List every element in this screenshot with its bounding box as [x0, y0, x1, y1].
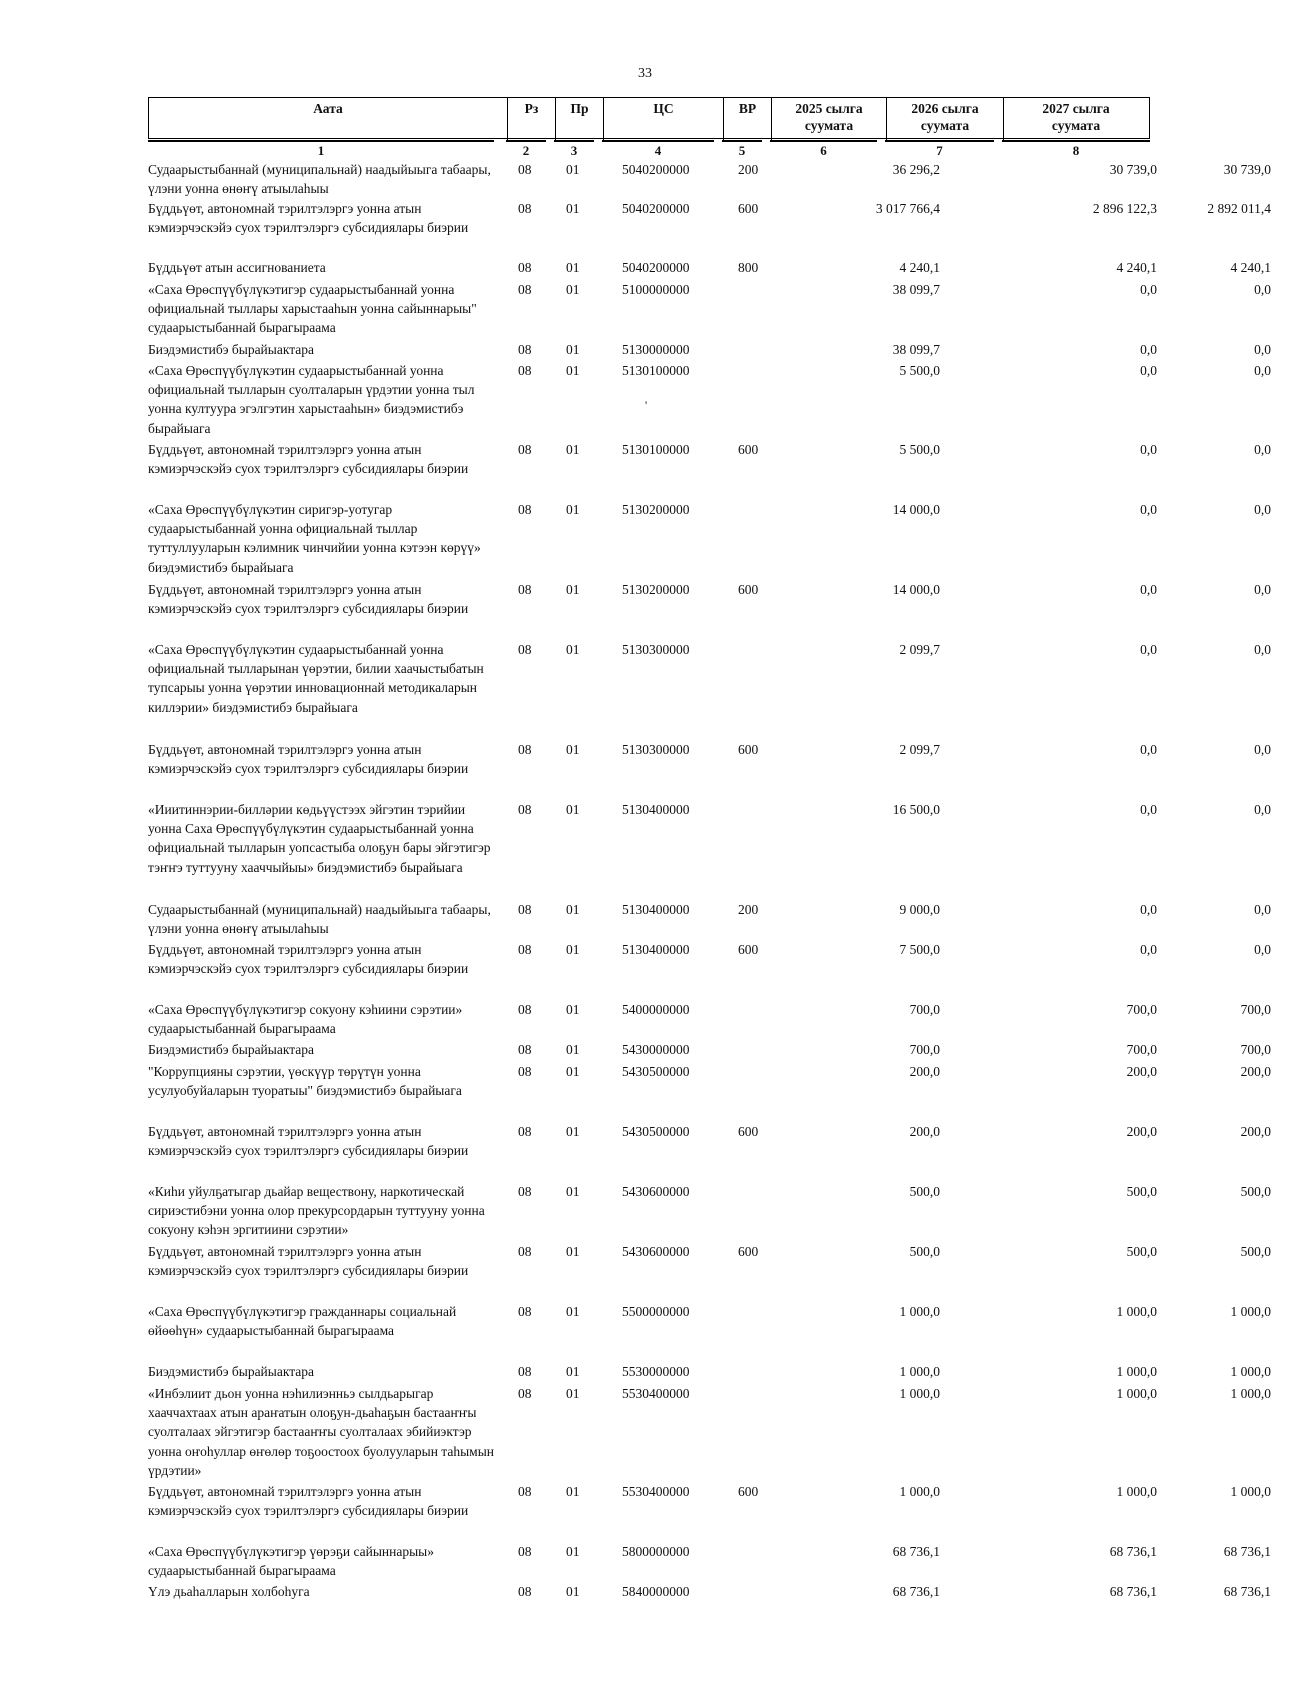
row-pr: 01: [566, 1244, 580, 1259]
row-cs: 5130300000: [622, 642, 690, 657]
row-amount-2025: 5 500,0: [899, 442, 940, 457]
row-pr: 01: [566, 502, 580, 517]
row-amount-2025: 14 000,0: [892, 502, 940, 517]
row-amount-2027: 68 736,1: [1223, 1584, 1271, 1599]
row-pr: 01: [566, 162, 580, 177]
row-amount-2025: 14 000,0: [892, 582, 940, 597]
header-year-2027: 2027 сылга суумата: [1003, 98, 1148, 140]
row-name: Бүддьүөт, автономнай тэрилтэлэргэ уонна атын кэмиэрчэскэйэ суох тэрилтэлэргэ субсидиялары биэрии: [148, 442, 469, 477]
row-amount-2027: 68 736,1: [1223, 1544, 1271, 1559]
row-name: Биэдэмистибэ бырайыактара: [148, 342, 315, 357]
row-rz: 08: [518, 1184, 532, 1199]
row-amount-2027: 1 000,0: [1230, 1484, 1271, 1499]
row-name: «Саха Өрөспүүбүлүкэтигэр үөрэҕи сайыннарыы» судаарыстыбаннай бырагыраама: [148, 1544, 434, 1579]
row-rz: 08: [518, 502, 532, 517]
row-amount-2027: 500,0: [1240, 1244, 1271, 1259]
row-name: Үлэ дьаһалларын холбоһуга: [148, 1584, 310, 1599]
row-cs: 5040200000: [622, 162, 690, 177]
row-pr: 01: [566, 1184, 580, 1199]
header-year-2026: 2026 сылга суумата: [886, 98, 1003, 140]
row-name: Бүддьүөт, автономнай тэрилтэлэргэ уонна атын кэмиэрчэскэйэ суох тэрилтэлэргэ субсидиялары биэрии: [148, 1244, 469, 1279]
row-rz: 08: [518, 1244, 532, 1259]
row-amount-2025: 16 500,0: [892, 802, 940, 817]
row-amount-2027: 0,0: [1254, 442, 1271, 457]
row-name: «Инбэлиит дьон уонна нэһилиэнньэ сылдьарыгар хааччахтаах атын араҥатын олоҕун-дьаһаҕын бастааҥҥы суолталаах эйгэтигэр бастааҥҥы суолталаах эбийиэктэр уонна оҥоһуллар өҥөлөр тоҕоостоох буолууларын таһымын үрдэтии»: [148, 1386, 495, 1478]
row-rz: 08: [518, 282, 532, 297]
row-rz: 08: [518, 1584, 532, 1599]
row-amount-2025: 700,0: [909, 1002, 940, 1017]
row-amount-2026: 0,0: [1140, 582, 1157, 597]
row-name: «Саха Өрөспүүбүлүкэтигэр гражданнары социальнай өйөөһүн» судаарыстыбаннай бырагыраама: [148, 1304, 457, 1339]
row-amount-2026: 200,0: [1126, 1124, 1157, 1139]
row-vr: 600: [738, 201, 759, 216]
row-amount-2025: 5 500,0: [899, 363, 940, 378]
row-cs: 5130400000: [622, 802, 690, 817]
row-name: Бүддьүөт, автономнай тэрилтэлэргэ уонна атын кэмиэрчэскэйэ суох тэрилтэлэргэ субсидиялары биэрии: [148, 582, 469, 617]
row-amount-2025: 7 500,0: [899, 942, 940, 957]
row-rz: 08: [518, 1484, 532, 1499]
row-amount-2027: 0,0: [1254, 942, 1271, 957]
row-amount-2026: 68 736,1: [1109, 1544, 1157, 1559]
header-cs: ЦС: [603, 98, 723, 140]
row-amount-2027: 1 000,0: [1230, 1304, 1271, 1319]
row-name: «Саха Өрөспүүбүлүкэтин судаарыстыбаннай уонна официальнай тылларынан үөрэтии, билии хаачыстыбатын тупсарыы уонна үөрэтии инновационнай методикаларын киллэрии» биэдэмистибэ бырайыага: [148, 642, 484, 715]
row-amount-2025: 9 000,0: [899, 902, 940, 917]
row-amount-2025: 4 240,1: [899, 260, 940, 275]
row-rz: 08: [518, 942, 532, 957]
row-pr: 01: [566, 1364, 580, 1379]
row-amount-2025: 200,0: [909, 1124, 940, 1139]
row-amount-2027: 0,0: [1254, 802, 1271, 817]
row-amount-2025: 200,0: [909, 1064, 940, 1079]
row-cs: 5130300000: [622, 742, 690, 757]
row-pr: 01: [566, 1042, 580, 1057]
row-amount-2026: 0,0: [1140, 502, 1157, 517]
row-cs: 5430500000: [622, 1124, 690, 1139]
column-number-row: [148, 140, 1150, 157]
row-vr: 800: [738, 260, 759, 275]
row-amount-2026: 0,0: [1140, 282, 1157, 297]
row-amount-2027: 0,0: [1254, 363, 1271, 378]
row-amount-2026: 0,0: [1140, 902, 1157, 917]
row-rz: 08: [518, 1386, 532, 1401]
row-name: Бүддьүөт, автономнай тэрилтэлэргэ уонна атын кэмиэрчэскэйэ суох тэрилтэлэргэ субсидиялары биэрии: [148, 201, 469, 236]
row-amount-2027: 2 892 011,4: [1207, 201, 1271, 216]
row-amount-2025: 1 000,0: [899, 1484, 940, 1499]
row-name: «Саха Өрөспүүбүлүкэтигэр судаарыстыбаннай уонна официальнай тыллары харыстааһын уонна сайыннарыы" судаарыстыбаннай бырагыраама: [148, 282, 477, 336]
row-cs: 5430600000: [622, 1244, 690, 1259]
row-pr: 01: [566, 802, 580, 817]
row-amount-2025: 38 099,7: [892, 342, 940, 357]
row-rz: 08: [518, 582, 532, 597]
row-rz: 08: [518, 363, 532, 378]
column-number-7: 7: [885, 140, 994, 157]
row-rz: 08: [518, 201, 532, 216]
row-amount-2026: 0,0: [1140, 802, 1157, 817]
row-amount-2026: 1 000,0: [1116, 1304, 1157, 1319]
row-amount-2025: 3 017 766,4: [875, 201, 940, 216]
row-cs: 5130100000: [622, 442, 690, 457]
row-pr: 01: [566, 282, 580, 297]
row-rz: 08: [518, 902, 532, 917]
row-rz: 08: [518, 1002, 532, 1017]
row-amount-2026: 4 240,1: [1116, 260, 1157, 275]
row-vr: 600: [738, 442, 759, 457]
row-cs: 5130000000: [622, 342, 690, 357]
row-amount-2025: 38 099,7: [892, 282, 940, 297]
row-amount-2027: 200,0: [1240, 1064, 1271, 1079]
row-amount-2026: 700,0: [1126, 1002, 1157, 1017]
row-pr: 01: [566, 742, 580, 757]
header-name: Аата: [313, 101, 343, 116]
stray-mark: ': [645, 398, 648, 412]
column-number-1: 1: [148, 140, 494, 157]
row-rz: 08: [518, 1364, 532, 1379]
row-amount-2027: 0,0: [1254, 582, 1271, 597]
row-name: "Коррупцияны сэрэтии, үөскүүр төрүтүн уонна усулуобуйаларын туоратыы" биэдэмистибэ бырайыага: [148, 1064, 462, 1099]
row-cs: 5800000000: [622, 1544, 690, 1559]
row-pr: 01: [566, 260, 580, 275]
row-amount-2026: 200,0: [1126, 1064, 1157, 1079]
table-header: [148, 97, 1150, 139]
row-amount-2027: 0,0: [1254, 902, 1271, 917]
column-number-3: 3: [554, 140, 594, 157]
row-cs: 5100000000: [622, 282, 690, 297]
row-cs: 5430600000: [622, 1184, 690, 1199]
row-amount-2026: 1 000,0: [1116, 1364, 1157, 1379]
row-amount-2026: 0,0: [1140, 363, 1157, 378]
row-amount-2025: 1 000,0: [899, 1386, 940, 1401]
row-rz: 08: [518, 342, 532, 357]
row-rz: 08: [518, 1042, 532, 1057]
column-number-8: 8: [1002, 140, 1150, 157]
row-name: Бүддьүөт, автономнай тэрилтэлэргэ уонна атын кэмиэрчэскэйэ суох тэрилтэлэргэ субсидиялары биэрии: [148, 1124, 469, 1159]
row-name: «Саха Өрөспүүбүлүкэтигэр сокуону кэһиини сэрэтии» судаарыстыбаннай бырагыраама: [148, 1002, 463, 1037]
row-amount-2027: 0,0: [1254, 742, 1271, 757]
row-amount-2027: 0,0: [1254, 282, 1271, 297]
row-amount-2026: 0,0: [1140, 942, 1157, 957]
row-rz: 08: [518, 1304, 532, 1319]
header-rz: Рз: [507, 98, 555, 140]
row-amount-2027: 1 000,0: [1230, 1364, 1271, 1379]
column-number-2: 2: [506, 140, 546, 157]
row-amount-2026: 0,0: [1140, 642, 1157, 657]
row-rz: 08: [518, 442, 532, 457]
row-pr: 01: [566, 1584, 580, 1599]
row-name: «Ииитиннэрии-билләрии көдьүүстээх эйгэтин тэрийии уонна Саха Өрөспүүбүлүкэтин судаарыстыбаннай уонна официальнай тылларын уопсастыба олоҕун бары эйгэтигэр тэҥҥэ туттууну хааччыйыы» биэдэмистибэ бырайыага: [148, 802, 491, 875]
row-amount-2026: 0,0: [1140, 342, 1157, 357]
row-name: «Киһи уйулҕатыгар дьайар веществону, наркотическай сириэстибэни уонна олор прекурсордарын туттууну уонна сокуону кэһэн эргитиини сэрэтии»: [148, 1184, 485, 1238]
row-amount-2025: 500,0: [909, 1244, 940, 1259]
row-vr: 200: [738, 902, 759, 917]
row-amount-2027: 0,0: [1254, 642, 1271, 657]
row-cs: 5130200000: [622, 502, 690, 517]
row-cs: 5130200000: [622, 582, 690, 597]
column-number-4: 4: [602, 140, 714, 157]
row-amount-2027: 0,0: [1254, 342, 1271, 357]
row-vr: 600: [738, 942, 759, 957]
row-amount-2025: 36 296,2: [892, 162, 940, 177]
row-pr: 01: [566, 442, 580, 457]
row-amount-2026: 68 736,1: [1109, 1584, 1157, 1599]
row-amount-2027: 200,0: [1240, 1124, 1271, 1139]
row-name: Биэдэмистибэ бырайыактара: [148, 1042, 315, 1057]
row-amount-2026: 30 739,0: [1109, 162, 1157, 177]
row-amount-2026: 1 000,0: [1116, 1386, 1157, 1401]
column-number-5: 5: [722, 140, 762, 157]
row-rz: 08: [518, 1124, 532, 1139]
column-number-6: 6: [770, 140, 877, 157]
row-name: Бүддьүөт, автономнай тэрилтэлэргэ уонна атын кэмиэрчэскэйэ суох тэрилтэлэргэ субсидиялары биэрии: [148, 1484, 469, 1519]
header-vr: ВР: [723, 98, 771, 140]
row-amount-2025: 68 736,1: [892, 1544, 940, 1559]
row-name: Судаарыстыбаннай (муниципальнай) наадыйыыга табаары, үлэни уонна өнөҥү атыылаһыы: [148, 902, 491, 937]
row-pr: 01: [566, 902, 580, 917]
row-rz: 08: [518, 802, 532, 817]
row-pr: 01: [566, 642, 580, 657]
row-name: «Саха Өрөспүүбүлүкэтин сиригэр-уотугар судаарыстыбаннай уонна официальнай тыллар туттуллууларын кэлимник чинчийии уонна кэтээн көрүү» биэдэмистибэ бырайыага: [148, 502, 481, 575]
row-amount-2025: 1 000,0: [899, 1364, 940, 1379]
row-pr: 01: [566, 1304, 580, 1319]
row-cs: 5130400000: [622, 902, 690, 917]
row-cs: 5040200000: [622, 201, 690, 216]
row-cs: 5430000000: [622, 1042, 690, 1057]
page-number: 33: [638, 66, 652, 81]
row-pr: 01: [566, 342, 580, 357]
row-cs: 5840000000: [622, 1584, 690, 1599]
row-amount-2027: 0,0: [1254, 502, 1271, 517]
row-amount-2027: 1 000,0: [1230, 1386, 1271, 1401]
row-cs: 5400000000: [622, 1002, 690, 1017]
row-rz: 08: [518, 260, 532, 275]
row-amount-2025: 68 736,1: [892, 1584, 940, 1599]
row-amount-2027: 30 739,0: [1223, 162, 1271, 177]
row-pr: 01: [566, 1002, 580, 1017]
row-amount-2025: 1 000,0: [899, 1304, 940, 1319]
row-rz: 08: [518, 642, 532, 657]
row-rz: 08: [518, 1064, 532, 1079]
row-pr: 01: [566, 942, 580, 957]
row-name: Биэдэмистибэ бырайыактара: [148, 1364, 315, 1379]
row-amount-2025: 2 099,7: [899, 642, 940, 657]
row-pr: 01: [566, 1484, 580, 1499]
row-amount-2026: 0,0: [1140, 442, 1157, 457]
row-pr: 01: [566, 201, 580, 216]
row-cs: 5530000000: [622, 1364, 690, 1379]
row-name: «Саха Өрөспүүбүлүкэтин судаарыстыбаннай уонна официальнай тылларын суолталарын үрдэтии уонна тыл уонна култуура эгэлгэтин харыстааһын» биэдэмистибэ бырайыага: [148, 363, 475, 436]
row-pr: 01: [566, 1064, 580, 1079]
row-cs: 5500000000: [622, 1304, 690, 1319]
row-vr: 600: [738, 1244, 759, 1259]
row-cs: 5130100000: [622, 363, 690, 378]
row-pr: 01: [566, 1386, 580, 1401]
row-rz: 08: [518, 742, 532, 757]
row-cs: 5430500000: [622, 1064, 690, 1079]
row-cs: 5530400000: [622, 1484, 690, 1499]
header-pr: Пр: [555, 98, 603, 140]
row-pr: 01: [566, 363, 580, 378]
row-name: Бүддьүөт, автономнай тэрилтэлэргэ уонна атын кэмиэрчэскэйэ суох тэрилтэлэргэ субсидиялары биэрии: [148, 742, 469, 777]
row-amount-2025: 500,0: [909, 1184, 940, 1199]
row-amount-2026: 0,0: [1140, 742, 1157, 757]
row-vr: 600: [738, 742, 759, 757]
row-amount-2026: 500,0: [1126, 1244, 1157, 1259]
row-vr: 600: [738, 582, 759, 597]
row-amount-2027: 700,0: [1240, 1002, 1271, 1017]
row-name: Бүддьүөт атын ассигнованиета: [148, 260, 326, 275]
row-amount-2025: 2 099,7: [899, 742, 940, 757]
row-vr: 600: [738, 1124, 759, 1139]
row-pr: 01: [566, 1544, 580, 1559]
row-name: Бүддьүөт, автономнай тэрилтэлэргэ уонна атын кэмиэрчэскэйэ суох тэрилтэлэргэ субсидиялары биэрии: [148, 942, 469, 977]
row-rz: 08: [518, 162, 532, 177]
row-amount-2027: 500,0: [1240, 1184, 1271, 1199]
row-amount-2027: 4 240,1: [1230, 260, 1271, 275]
row-cs: 5530400000: [622, 1386, 690, 1401]
row-amount-2025: 700,0: [909, 1042, 940, 1057]
row-amount-2026: 500,0: [1126, 1184, 1157, 1199]
header-year-2025: 2025 сылга суумата: [771, 98, 886, 140]
row-name: Судаарыстыбаннай (муниципальнай) наадыйыыга табаары, үлэни уонна өнөҥү атыылаһыы: [148, 162, 491, 197]
row-amount-2026: 2 896 122,3: [1092, 201, 1157, 216]
row-cs: 5130400000: [622, 942, 690, 957]
row-rz: 08: [518, 1544, 532, 1559]
row-amount-2026: 1 000,0: [1116, 1484, 1157, 1499]
row-pr: 01: [566, 1124, 580, 1139]
row-vr: 600: [738, 1484, 759, 1499]
row-pr: 01: [566, 582, 580, 597]
row-vr: 200: [738, 162, 759, 177]
row-amount-2027: 700,0: [1240, 1042, 1271, 1057]
row-cs: 5040200000: [622, 260, 690, 275]
row-amount-2026: 700,0: [1126, 1042, 1157, 1057]
